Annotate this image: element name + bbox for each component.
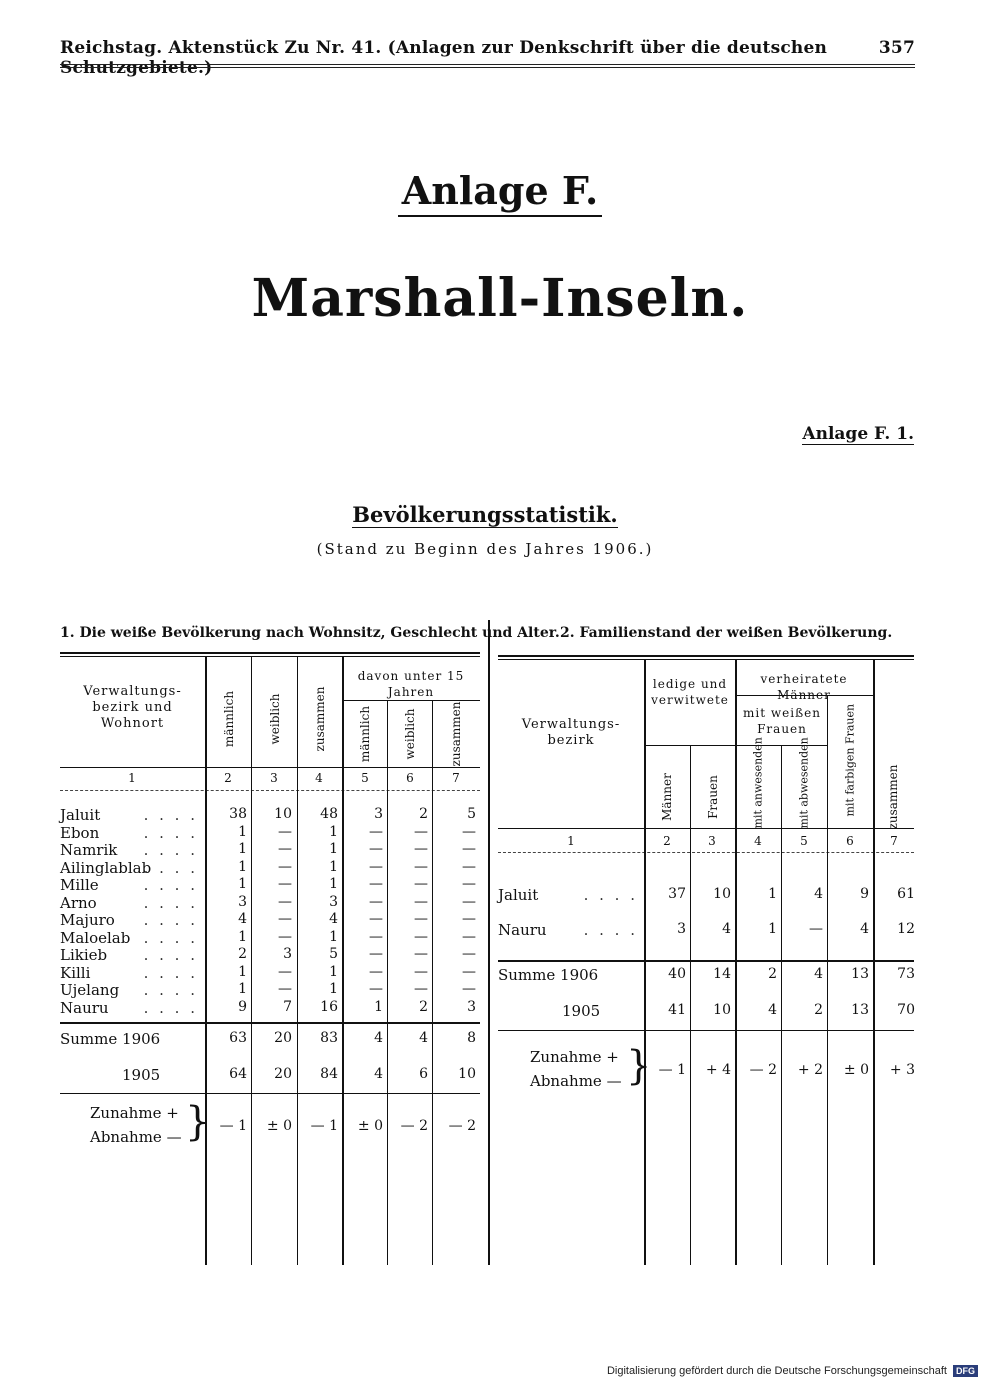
t1-row-place: Jaluit xyxy=(60,806,101,824)
t2-cell: 61 xyxy=(897,886,915,902)
t1-sum-cell: 10 xyxy=(458,1066,476,1082)
t2-cell: 37 xyxy=(668,886,686,902)
t1-sum-cell: 8 xyxy=(467,1030,476,1046)
t1-sum-cell: 20 xyxy=(274,1066,292,1082)
t1-summe-1906-label: Summe 1906 xyxy=(60,1030,161,1048)
t1-cell: — xyxy=(414,893,428,910)
t1-cell: — xyxy=(414,911,428,927)
t2-sum-cell: 10 xyxy=(713,1002,731,1018)
t1-cell: 1 xyxy=(238,841,247,857)
t1-cell: — xyxy=(414,858,428,875)
t1-change-cell: ± 0 xyxy=(266,1118,292,1134)
t1-cell: — xyxy=(369,823,383,840)
t1-cell: — xyxy=(369,911,383,927)
t2-column-number: 2 xyxy=(663,834,671,848)
t1-abnahme-label: Abnahme — xyxy=(90,1128,182,1146)
t1-cell: 1 xyxy=(238,928,247,945)
t1-change-cell: — 1 xyxy=(219,1118,247,1134)
t2-change-cell: ± 0 xyxy=(843,1062,869,1078)
t1-cell: — xyxy=(462,841,476,857)
t2-column-number: 3 xyxy=(708,834,716,848)
t1-leader-dots: . . . . xyxy=(143,911,198,929)
t1-cell: 7 xyxy=(283,998,292,1015)
t1-leader-dots: . . . . xyxy=(143,981,198,999)
t1-cell: 3 xyxy=(467,998,476,1015)
t1-cell: — xyxy=(369,946,383,962)
t2-summe-1905-label: 1905 xyxy=(562,1002,601,1020)
t1-cell: — xyxy=(369,841,383,857)
t1-cell: — xyxy=(462,823,476,840)
t1-cell: 48 xyxy=(320,806,338,822)
t2-change-cell: — 1 xyxy=(658,1062,686,1078)
t1-davon-header: davon unter 15 Jahren xyxy=(357,669,465,699)
t2-col-frauen: Frauen xyxy=(706,775,720,819)
t1-leader-dots: . . . . xyxy=(143,963,198,982)
t2-cell: 1 xyxy=(768,921,777,937)
t2-change-cell: — 2 xyxy=(749,1062,777,1078)
t1-cell: — xyxy=(278,858,292,875)
statistics-subtitle: (Stand zu Beginn des Jahres 1906.) xyxy=(316,540,654,558)
t1-column-number: 4 xyxy=(315,771,323,785)
t1-cell: 5 xyxy=(329,946,338,962)
t1-cell: 2 xyxy=(419,806,428,822)
t1-cell: 4 xyxy=(238,911,247,927)
t1-cell: — xyxy=(414,876,428,892)
t1-cell: — xyxy=(278,928,292,945)
t1-cell: — xyxy=(462,963,476,980)
t1-change-cell: ± 0 xyxy=(357,1118,383,1134)
t2-change-cell: + 4 xyxy=(705,1062,731,1078)
t1-cell: — xyxy=(462,858,476,875)
t2-verh-header: verheiratete Männer xyxy=(760,672,848,702)
running-title: Reichstag. Aktenstück Zu Nr. 41. (Anlagen zur Denkschrift über die deutschen Schutzgebiete.) xyxy=(60,38,828,78)
t1-row-place: Ujelang xyxy=(60,981,120,999)
t2-sum-cell: 13 xyxy=(851,966,869,982)
t1-cell: 3 xyxy=(238,893,247,910)
t1-col-zusammen: zusammen xyxy=(313,686,327,752)
t1-column-number: 1 xyxy=(128,771,136,785)
t2-sum-cell: 41 xyxy=(668,1002,686,1018)
page-number: 357 xyxy=(878,38,915,58)
table2-title: 2. Familienstand der weißen Bevölkerung. xyxy=(560,625,893,641)
statistics-title: Bevölkerungsstatistik. xyxy=(352,502,618,527)
t1-cell: 2 xyxy=(238,946,247,962)
t1-row-place: Majuro xyxy=(60,911,115,929)
t1-cell: 1 xyxy=(329,876,338,892)
t2-col-zusammen: zusammen xyxy=(886,764,900,830)
t2-sum-cell: 13 xyxy=(851,1002,869,1018)
footer-text: Digitalisierung gefördert durch die Deutsche Forschungsgemeinschaft xyxy=(606,1365,947,1377)
t1-sum-cell: 20 xyxy=(274,1030,292,1046)
t1-cell: — xyxy=(278,893,292,910)
t1-cell: — xyxy=(414,928,428,945)
anlage-heading: Anlage F. xyxy=(0,168,1000,213)
t1-sum-cell: 4 xyxy=(374,1030,383,1046)
t2-sum-cell: 4 xyxy=(768,1002,777,1018)
t2-cell: 4 xyxy=(722,921,731,937)
t1-cell: 1 xyxy=(238,858,247,875)
t1-davon-maennlich: männlich xyxy=(358,705,372,763)
t1-row-place: Likieb xyxy=(60,946,108,964)
t2-col-maenner: Männer xyxy=(660,773,674,821)
t1-cell: — xyxy=(462,876,476,892)
t2-sum-cell: 40 xyxy=(668,966,686,982)
t1-cell: — xyxy=(462,981,476,997)
t1-change-cell: — 1 xyxy=(310,1118,338,1134)
t2-sum-cell: 4 xyxy=(814,966,823,982)
t1-cell: — xyxy=(462,911,476,927)
t1-davon-weiblich: weiblich xyxy=(403,708,417,760)
t1-cell: 5 xyxy=(467,806,476,822)
t2-row-place: Jaluit xyxy=(498,886,539,904)
t1-cell: 1 xyxy=(329,963,338,980)
anlage-subheading: Anlage F. 1. xyxy=(802,424,914,444)
t1-cell: — xyxy=(462,893,476,910)
t1-leader-dots: . . . . xyxy=(143,806,198,824)
t1-leader-dots: . . . . xyxy=(143,998,198,1017)
t2-sum-cell: 14 xyxy=(713,966,731,982)
t1-leader-dots: . . . . xyxy=(143,893,198,912)
t1-cell: — xyxy=(462,946,476,962)
t2-sum-cell: 70 xyxy=(897,1002,915,1018)
t1-sum-cell: 83 xyxy=(320,1030,338,1046)
t2-col-abwesend: mit abwesenden xyxy=(797,737,811,829)
t2-leader-dots: . . . . xyxy=(583,886,638,904)
t1-cell: — xyxy=(414,946,428,962)
t1-cell: — xyxy=(369,893,383,910)
t2-cell: 12 xyxy=(897,921,915,937)
t1-cell: 1 xyxy=(329,928,338,945)
t1-cell: — xyxy=(462,928,476,945)
t2-column-number: 6 xyxy=(846,834,854,848)
t2-sum-cell: 2 xyxy=(814,1002,823,1018)
t1-cell: — xyxy=(414,981,428,997)
footer-credit xyxy=(607,1365,978,1377)
t2-column-number: 5 xyxy=(800,834,808,848)
t1-cell: — xyxy=(369,981,383,997)
t1-change-cell: — 2 xyxy=(400,1118,428,1134)
t1-row-place: Ebon xyxy=(60,823,100,842)
t1-sum-cell: 63 xyxy=(229,1030,247,1046)
t1-leader-dots: . . . . xyxy=(143,928,198,947)
t1-cell: 16 xyxy=(320,998,338,1015)
t2-column-number: 7 xyxy=(890,834,898,848)
t1-leader-dots: . . . . xyxy=(143,876,198,894)
t2-row-place: Nauru xyxy=(498,921,547,939)
t1-cell: — xyxy=(369,876,383,892)
t1-column-number: 2 xyxy=(224,771,232,785)
t2-column-number: 1 xyxy=(567,834,575,848)
t1-cell: 1 xyxy=(329,841,338,857)
t1-summe-1905-label: 1905 xyxy=(122,1066,161,1084)
t1-cell: 9 xyxy=(238,998,247,1015)
t1-sum-cell: 64 xyxy=(229,1066,247,1082)
t1-row-place: Mille xyxy=(60,876,99,894)
t1-cell: 3 xyxy=(374,806,383,822)
t2-change-cell: + 3 xyxy=(889,1062,915,1078)
t1-cell: 1 xyxy=(238,876,247,892)
t2-cell: — xyxy=(809,921,823,937)
main-title: Marshall-Inseln. xyxy=(251,268,749,329)
t2-ledige-header: ledige und verwitwete xyxy=(651,677,729,707)
t1-cell: — xyxy=(369,928,383,945)
t1-row-place: Namrik xyxy=(60,841,118,859)
t1-sum-cell: 4 xyxy=(374,1066,383,1082)
t1-sum-cell: 6 xyxy=(419,1066,428,1082)
t1-cell: 1 xyxy=(374,998,383,1015)
t1-row-place: Ailinglablab xyxy=(60,858,152,877)
t1-column-number: 5 xyxy=(361,771,369,785)
t2-summe-1906-label: Summe 1906 xyxy=(498,966,599,984)
t1-column-number: 7 xyxy=(452,771,460,785)
t2-leader-dots: . . . . xyxy=(583,921,638,939)
t1-column-number: 6 xyxy=(406,771,414,785)
t1-cell: 1 xyxy=(238,981,247,997)
t2-cell: 9 xyxy=(860,886,869,902)
t1-cell: 2 xyxy=(419,998,428,1015)
t1-cell: — xyxy=(278,841,292,857)
t1-cell: 1 xyxy=(329,858,338,875)
t2-sum-cell: 2 xyxy=(768,966,777,982)
t1-brace: } xyxy=(185,1099,211,1145)
header-rule xyxy=(60,64,915,68)
t1-sum-cell: 4 xyxy=(419,1030,428,1046)
table1-place-header: Verwaltungs- bezirk und Wohnort xyxy=(83,684,182,731)
t1-cell: — xyxy=(414,841,428,857)
t1-cell: 10 xyxy=(274,806,292,822)
t1-row-place: Arno xyxy=(60,893,97,912)
t2-cell: 3 xyxy=(677,921,686,937)
t2-change-cell: + 2 xyxy=(797,1062,823,1078)
t2-cell: 4 xyxy=(860,921,869,937)
t1-cell: — xyxy=(278,911,292,927)
t2-cell: 4 xyxy=(814,886,823,902)
t1-cell: — xyxy=(414,963,428,980)
t2-col-farbigen: mit farbigen Frauen xyxy=(843,703,857,817)
t1-cell: 3 xyxy=(329,893,338,910)
t1-cell: — xyxy=(278,981,292,997)
t2-cell: 10 xyxy=(713,886,731,902)
t1-cell: 3 xyxy=(283,946,292,962)
t1-leader-dots: . . . . xyxy=(143,823,198,842)
t1-cell: — xyxy=(278,823,292,840)
t1-cell: — xyxy=(278,876,292,892)
t1-cell: 1 xyxy=(329,823,338,840)
t1-cell: 38 xyxy=(229,806,247,822)
running-header xyxy=(60,38,915,78)
t1-col-maennlich: männlich xyxy=(222,690,236,748)
t2-col-anwesend: mit anwesenden xyxy=(751,737,765,829)
t1-leader-dots: . . . . xyxy=(143,858,198,877)
t1-cell: 1 xyxy=(329,981,338,997)
t2-abnahme-label: Abnahme — xyxy=(530,1072,622,1090)
t2-sum-cell: 73 xyxy=(897,966,915,982)
t1-cell: — xyxy=(369,858,383,875)
dfg-logo: DFG xyxy=(953,1365,978,1377)
t1-row-place: Maloelab xyxy=(60,928,131,947)
t1-cell: — xyxy=(278,963,292,980)
t2-column-number: 4 xyxy=(754,834,762,848)
t1-col-weiblich: weiblich xyxy=(268,693,282,745)
t1-cell: 1 xyxy=(238,963,247,980)
t1-leader-dots: . . . . xyxy=(143,946,198,964)
table2-place-header: Verwaltungs- bezirk xyxy=(521,717,621,748)
t1-leader-dots: . . . . xyxy=(143,841,198,859)
t2-weissen-header: mit weißen Frauen xyxy=(743,706,821,736)
t1-change-cell: — 2 xyxy=(448,1118,476,1134)
t2-brace: } xyxy=(626,1043,652,1089)
t2-cell: 1 xyxy=(768,886,777,902)
table1-title: 1. Die weiße Bevölkerung nach Wohnsitz, Geschlecht und Alter. xyxy=(60,625,560,641)
t2-zunahme-label: Zunahme + xyxy=(530,1048,619,1066)
t1-cell: 4 xyxy=(329,911,338,927)
t1-row-place: Killi xyxy=(60,963,91,982)
t1-cell: — xyxy=(369,963,383,980)
t1-row-place: Nauru xyxy=(60,998,109,1017)
t1-sum-cell: 84 xyxy=(320,1066,338,1082)
t1-zunahme-label: Zunahme + xyxy=(90,1104,179,1122)
t1-cell: — xyxy=(414,823,428,840)
t1-column-number: 3 xyxy=(270,771,278,785)
t1-davon-zusammen: zusammen xyxy=(449,701,463,767)
t1-cell: 1 xyxy=(238,823,247,840)
